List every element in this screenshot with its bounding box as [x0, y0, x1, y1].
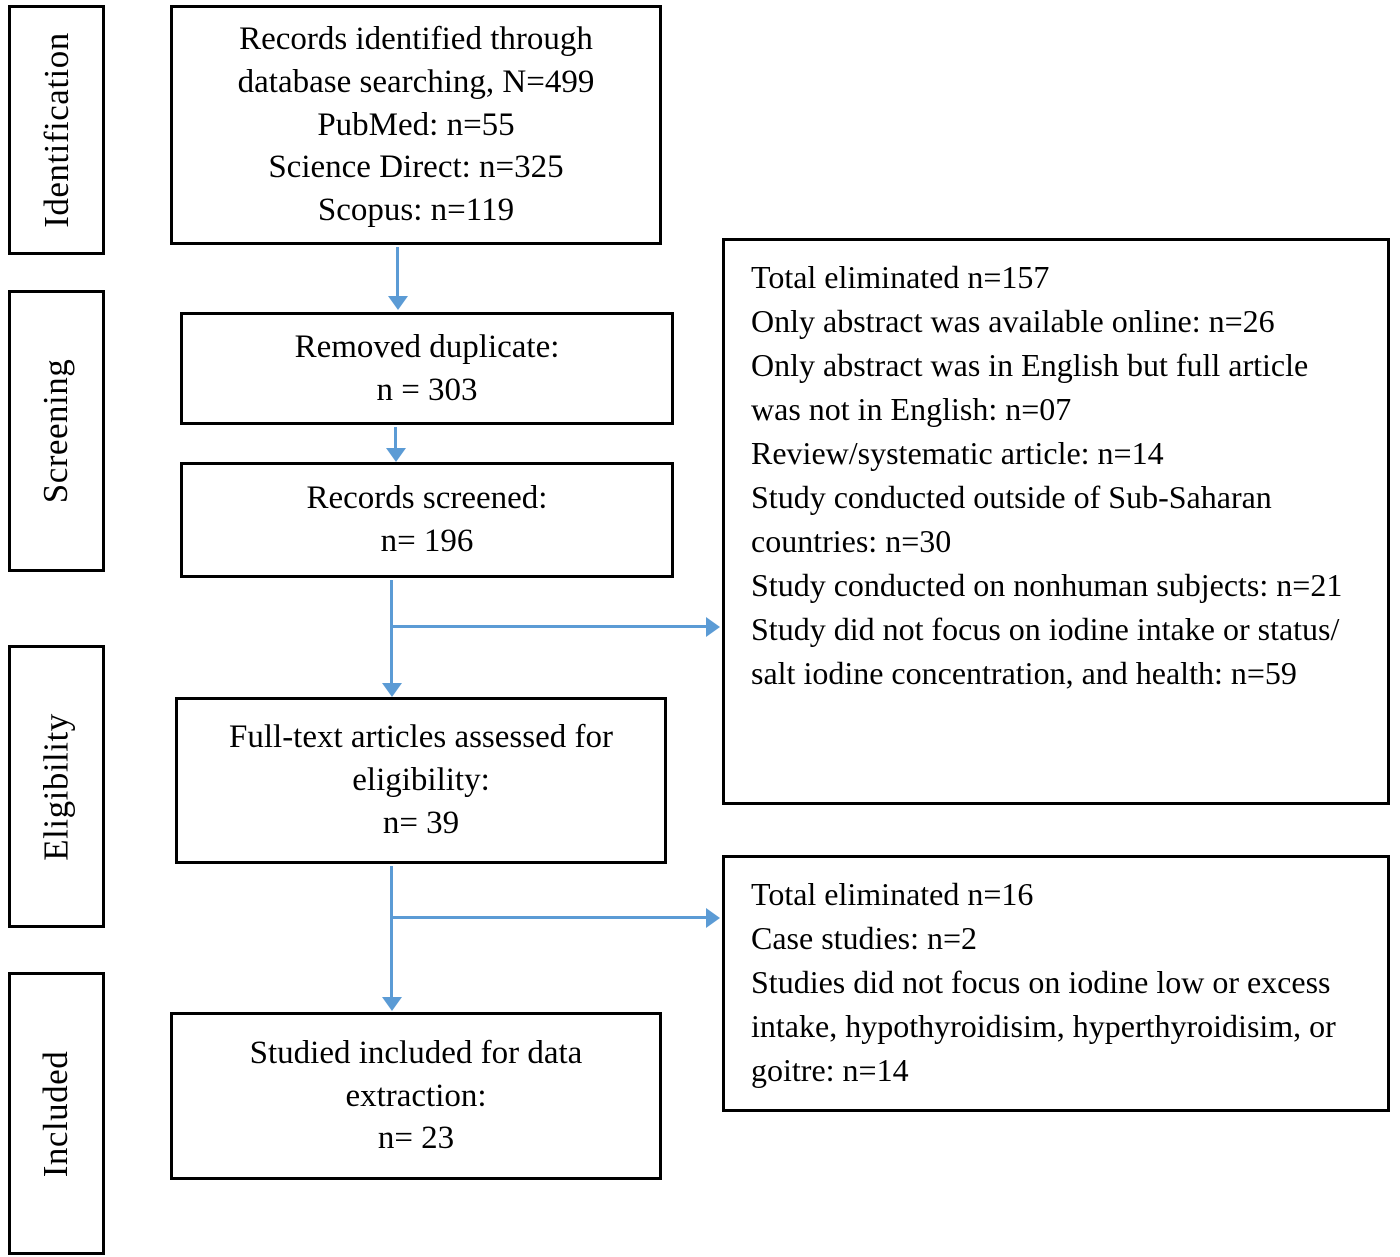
text-line: n = 303 — [376, 371, 478, 408]
text-line: Scopus: n=119 — [317, 192, 515, 229]
exclusion-item: Review/systematic article: n=14 — [751, 435, 1164, 471]
stage-label-included: Included — [36, 1050, 76, 1177]
text-line: Science Direct: n=325 — [268, 149, 564, 186]
full-text-assessed-box — [175, 697, 667, 864]
records-screened-box — [180, 462, 674, 578]
exclusion-item: Study conducted on nonhuman subjects: n=21 — [751, 567, 1343, 603]
text-line: PubMed: n=55 — [317, 106, 515, 143]
exclusion-item: Only abstract was in English but full article was not in English: n=07 — [751, 347, 1309, 427]
text-line: extraction: — [345, 1077, 487, 1114]
exclusion-item: Only abstract was available online: n=26 — [751, 303, 1275, 339]
stage-label-eligibility: Eligibility — [36, 712, 76, 861]
arrow-screened-to-fulltext-line — [390, 580, 393, 684]
text-line: n= 196 — [380, 523, 474, 559]
text-line: n= 23 — [377, 1120, 455, 1157]
arrow-screened-to-exclusions-head — [706, 617, 720, 637]
arrow-screened-to-exclusions-line — [391, 625, 707, 628]
exclusion-item: Case studies: n=2 — [751, 920, 978, 956]
text-line: Studied included for data — [249, 1034, 583, 1071]
screening-exclusions-box — [722, 238, 1390, 805]
exclusion-item: Study conducted outside of Sub-Saharan countries: n=30 — [751, 479, 1272, 559]
stage-label-screening: Screening — [36, 358, 76, 504]
text-line: Records screened: — [306, 480, 548, 517]
arrow-screened-to-fulltext-head — [382, 683, 402, 697]
text-line: Full-text articles assessed for — [229, 719, 613, 756]
eligibility-exclusions-box — [722, 855, 1390, 1112]
text-line: Removed duplicate: — [294, 328, 560, 365]
arrow-duplicates-to-screened-head — [386, 448, 406, 462]
stage-box-identification — [8, 5, 105, 255]
arrow-fulltext-to-included-head — [382, 997, 402, 1011]
arrow-fulltext-to-exclusions-line — [391, 916, 707, 919]
arrow-fulltext-to-exclusions-head — [706, 908, 720, 928]
arrow-records-to-duplicates-head — [388, 296, 408, 310]
included-studies-box — [170, 1012, 662, 1180]
exclusion-item: Study did not focus on iodine intake or status/ salt iodine concentration, and health: n=59 — [751, 611, 1340, 691]
exclusion-item: Total eliminated n=157 — [751, 259, 1050, 295]
text-line: database searching, N=499 — [237, 63, 595, 100]
arrow-fulltext-to-included-line — [390, 866, 393, 998]
removed-duplicate-box — [180, 312, 674, 425]
stage-box-screening — [8, 290, 105, 572]
records-identified-box — [170, 5, 662, 245]
text-line: n= 39 — [382, 804, 460, 841]
text-line: Records identified through — [239, 20, 593, 57]
stage-box-eligibility — [8, 645, 105, 928]
arrow-duplicates-to-screened-line — [394, 427, 397, 449]
exclusion-item: Studies did not focus on iodine low or excess intake, hypothyroidisim, hyperthyroidisim, or goitre: n=14 — [751, 964, 1336, 1088]
exclusion-item: Total eliminated n=16 — [751, 876, 1034, 912]
stage-box-included — [8, 972, 105, 1255]
text-line: eligibility: — [352, 762, 490, 799]
stage-label-identification: Identification — [36, 32, 76, 228]
arrow-records-to-duplicates-line — [396, 247, 399, 297]
